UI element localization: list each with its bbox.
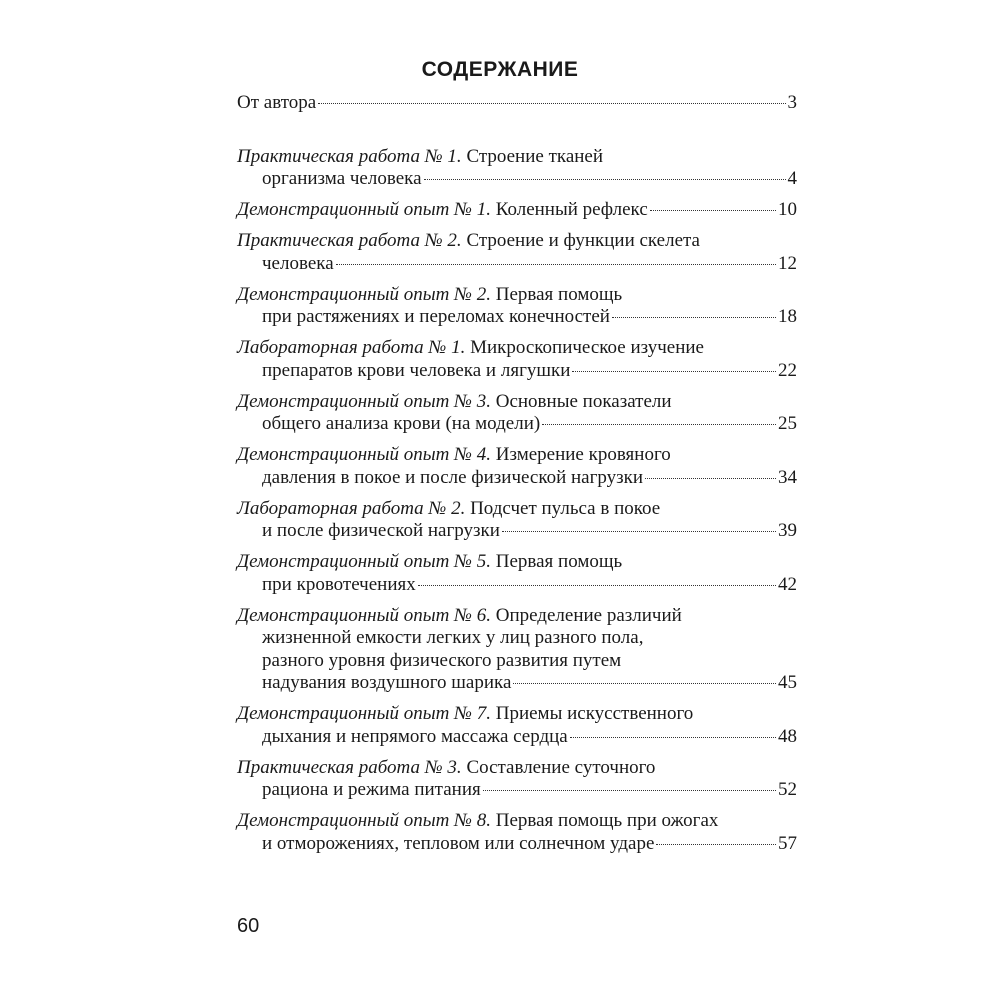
toc-entry-text [262,726,568,749]
toc-entry-text [262,672,511,695]
toc-entry-text [262,360,570,383]
toc-entry-page: 57 [778,832,797,854]
toc-entry-title: дыхания и непрямого массажа сердца [262,725,568,747]
dot-leader [542,424,776,425]
toc-entry-line [237,520,797,543]
toc-entry-text [262,833,654,856]
toc-entry-type: Лабораторная работа № 2. [237,497,466,519]
toc-entry-text [262,306,610,329]
dot-leader [318,103,785,104]
toc-entry-text [237,391,672,412]
toc-entry-line [237,146,797,169]
toc-entry-line [237,627,797,650]
toc-entry-line [237,391,797,414]
toc-entry-title: Составление суточного [461,756,656,778]
toc-entry-line [237,306,797,329]
toc-entry-line [237,498,797,521]
toc-entry-title: Определение различий [490,604,682,626]
toc-entry [237,810,797,855]
toc-entry-line [237,810,797,833]
toc-entry-line [237,672,797,695]
toc-entry-line [237,703,797,726]
toc-entry-text [237,444,671,465]
dot-leader [483,790,776,791]
toc-entry-title: Подсчет пульса в покое [465,497,661,519]
toc-entry-text [237,199,648,222]
toc-entry-line [237,779,797,802]
toc-entry-type: Демонстрационный опыт № 8. [237,810,491,831]
toc-entry-page: 25 [778,413,797,434]
toc-entry-title: при кровотечениях [262,573,416,595]
toc-entry-page: 18 [778,306,797,327]
toc-entry [237,337,797,382]
dot-leader [612,317,776,318]
toc-entry-type: Демонстрационный опыт № 7. [237,703,491,724]
toc-entry-line [237,444,797,467]
toc-entry-title: рациона и режима питания [262,779,481,800]
toc-entry-title: Основные показатели [490,390,672,412]
toc-entry-line [237,551,797,574]
table-of-contents [237,92,797,864]
dot-leader [336,264,776,265]
toc-entry-line [237,230,797,253]
toc-entry-type: Демонстрационный опыт № 6. [237,604,491,626]
toc-entry-text [262,467,643,490]
toc-entry-title: общего анализа крови (на модели) [262,413,541,434]
toc-entry-type: Практическая работа № 3. [237,756,462,778]
toc-entry-text [237,284,622,305]
toc-entry-line [237,199,797,222]
toc-entry-title: при растяжениях и переломах конечностей [262,306,610,327]
toc-entry-title: и отморожениях, тепловом или солнечном ударе [262,832,655,854]
toc-entry-text [262,650,621,671]
toc-entry-text [262,253,334,276]
toc-entry-page: 42 [778,573,797,595]
toc-entry-page: 10 [778,199,797,220]
toc-entry-line [237,605,797,628]
toc-entry-page: 3 [787,92,797,113]
toc-entry-type: Демонстрационный опыт № 1. [237,199,491,220]
toc-entry-line [237,726,797,749]
toc-entry [237,92,797,115]
toc-entry-title: Первая помощь [490,283,623,305]
dot-leader [572,371,776,372]
toc-entry [237,284,797,329]
toc-entry-text [237,337,704,358]
toc-entry-text [237,551,622,572]
toc-entry-title: Коленный рефлекс [490,199,648,220]
toc-entry-line [237,337,797,360]
dot-leader [645,478,776,479]
dot-leader [513,683,776,684]
toc-entry-title: давления в покое и после физической нагрузки [262,466,644,488]
dot-leader [424,179,786,180]
toc-entry-title: человека [262,252,334,274]
toc-entry [237,230,797,275]
toc-entry-title: Первая помощь при ожогах [490,810,719,831]
dot-leader [418,585,776,586]
toc-entry-text [237,498,660,519]
toc-entry-type: Демонстрационный опыт № 3. [237,390,491,412]
toc-entry-line [237,413,797,436]
toc-entry-page: 12 [778,252,797,274]
toc-entry-text [262,168,422,191]
toc-entry-type: Демонстрационный опыт № 2. [237,283,491,305]
toc-entry [237,498,797,543]
toc-entry [237,146,797,191]
toc-entry-line [237,467,797,490]
toc-entry-text [237,92,316,115]
toc-entry [237,391,797,436]
toc-entry-text [262,779,481,802]
toc-entry-title: препаратов крови человека и лягушки [262,359,571,381]
toc-entry-title: и после физической нагрузки [262,520,500,541]
toc-entry-line [237,757,797,780]
toc-entry-line [237,168,797,191]
toc-entry-page: 22 [778,359,797,381]
page-title: СОДЕРЖАНИЕ [421,58,579,81]
toc-entry-text [237,230,700,251]
dot-leader [650,210,776,211]
toc-entry-title: Измерение кровяного [490,444,671,465]
toc-entry-title: Строение тканей [461,145,604,167]
toc-entry-page: 48 [778,725,797,747]
toc-entry-type: Практическая работа № 2. [237,230,462,251]
toc-entry-title: Первая помощь [490,551,623,572]
toc-entry [237,199,797,222]
toc-entry-line [237,92,797,115]
page-number: 60 [237,915,260,937]
dot-leader [502,531,776,532]
dot-leader [656,844,776,845]
toc-entry-text [237,605,682,626]
toc-entry-text [262,574,416,597]
toc-entry-title: От автора [237,92,317,113]
toc-entry-text [237,757,655,778]
toc-entry-text [237,703,693,724]
toc-entry [237,757,797,802]
toc-entry [237,605,797,695]
toc-entry-page: 52 [778,779,797,800]
toc-entry-type: Демонстрационный опыт № 4. [237,444,491,465]
toc-entry-title: Приемы искусственного [490,703,694,724]
toc-entry [237,444,797,489]
toc-entry-title: разного уровня физического развития путем [262,649,622,671]
toc-entry-title: Микроскопическое изучение [465,337,704,358]
toc-entry-title: надувания воздушного шарика [262,672,512,693]
toc-entry-page: 34 [778,466,797,488]
dot-leader [570,737,776,738]
toc-entry [237,551,797,596]
toc-entry-type: Демонстрационный опыт № 5. [237,551,491,572]
toc-entry-page: 4 [787,168,797,189]
toc-entry-line [237,833,797,856]
toc-entry-title: организма человека [262,168,422,189]
toc-entry-text [262,413,540,436]
toc-entry-line [237,284,797,307]
toc-entry-title: жизненной емкости легких у лиц разного пола, [262,627,644,648]
toc-entry-line [237,360,797,383]
toc-entry-text [262,627,643,648]
toc-entry-text [237,146,603,167]
toc-entry-text [237,810,718,831]
toc-entry-title: Строение и функции скелета [461,230,700,251]
toc-entry-type: Лабораторная работа № 1. [237,337,466,358]
toc-entry-type: Практическая работа № 1. [237,145,462,167]
toc-entry-line [237,650,797,673]
toc-entry-page: 45 [778,672,797,693]
toc-entry-line [237,253,797,276]
toc-entry-line [237,574,797,597]
toc-entry-text [262,520,500,543]
toc-entry-page: 39 [778,520,797,541]
toc-entry [237,703,797,748]
